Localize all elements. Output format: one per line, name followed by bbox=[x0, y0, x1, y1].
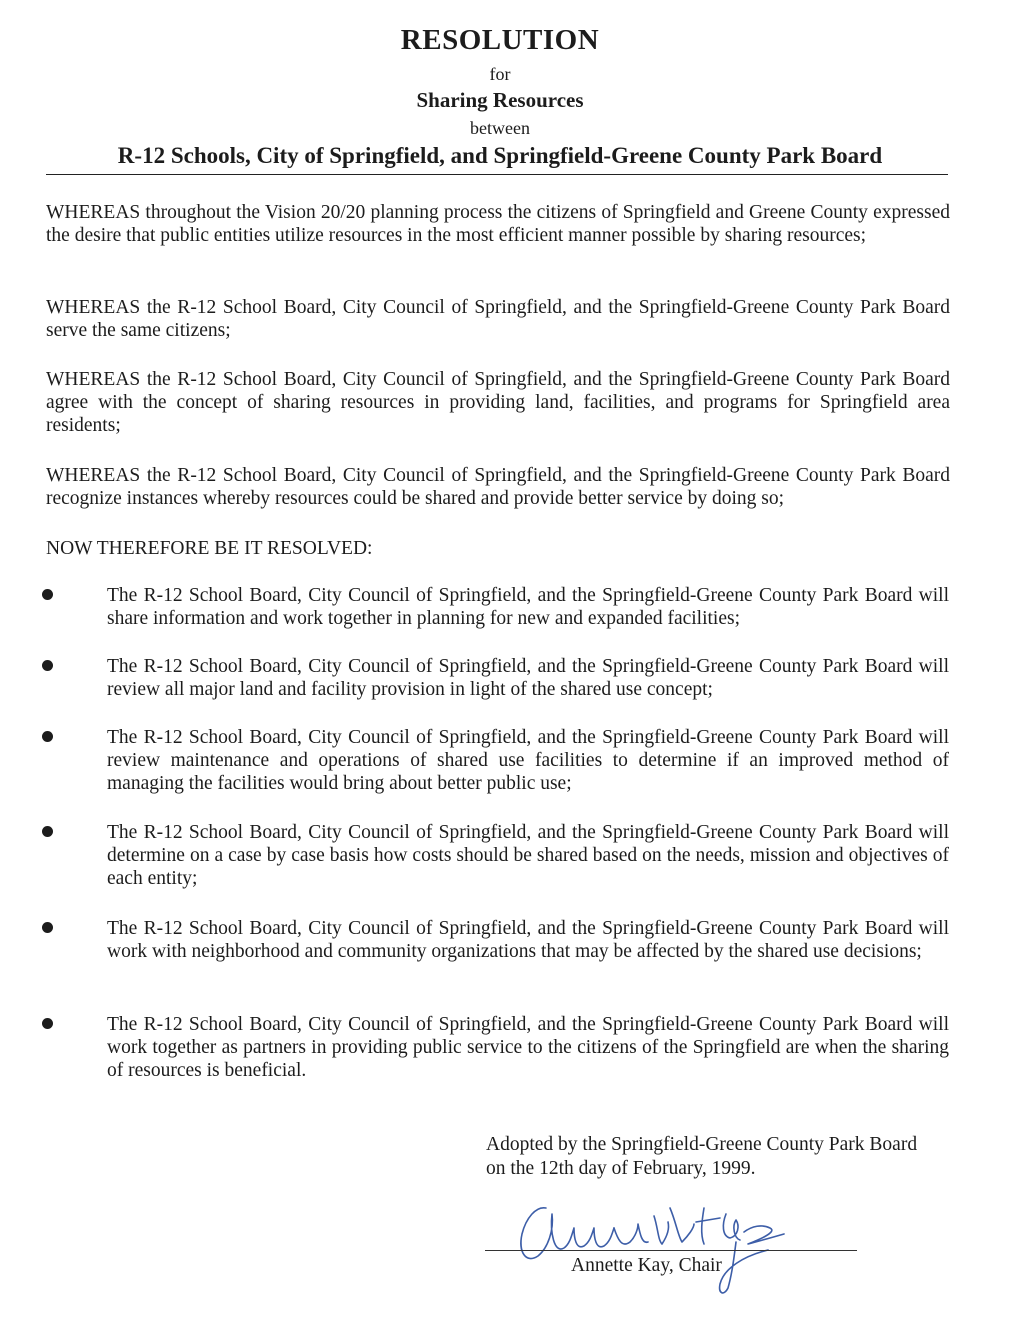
resolution-item-3: The R-12 School Board, City Council of Springfield, and the Springfield-Greene County Park Board will review maintenance and operations of shared use facilities to determine if an improved method of managing the facilities would bring about better public use; bbox=[107, 727, 949, 794]
resolved-heading: NOW THEREFORE BE IT RESOLVED: bbox=[46, 538, 373, 559]
signer-name: Annette Kay, Chair bbox=[571, 1255, 722, 1276]
adoption-line-2: on the 12th day of February, 1999. bbox=[486, 1158, 756, 1179]
bullet-icon bbox=[42, 922, 53, 933]
document-parties: R-12 Schools, City of Springfield, and Springfield-Greene County Park Board bbox=[117, 143, 883, 168]
title-between: between bbox=[470, 118, 530, 138]
whereas-paragraph-4: WHEREAS the R-12 School Board, City Council of Springfield, and the Springfield-Greene County Park Board recognize instances whereby resources could be shared and provide better service by doing so; bbox=[46, 465, 950, 509]
bullet-icon bbox=[42, 826, 53, 837]
adoption-line-1: Adopted by the Springfield-Greene County Park Board bbox=[486, 1134, 918, 1155]
whereas-paragraph-1: WHEREAS throughout the Vision 20/20 planning process the citizens of Springfield and Greene County expressed the desire that public entities utilize resources in the most efficient manner possible by sharing resources; bbox=[46, 202, 950, 246]
bullet-icon bbox=[42, 660, 53, 671]
bullet-icon bbox=[42, 731, 53, 742]
resolution-item-6: The R-12 School Board, City Council of Springfield, and the Springfield-Greene County Park Board will work together as partners in providing public service to the citizens of the Springfield are when the sharing of resources is beneficial. bbox=[107, 1014, 949, 1081]
header-rule bbox=[46, 174, 948, 175]
resolution-item-5: The R-12 School Board, City Council of Springfield, and the Springfield-Greene County Park Board will work with neighborhood and community organizations that may be affected by the shared use decisions; bbox=[107, 918, 949, 962]
signature-line bbox=[485, 1250, 857, 1251]
bullet-icon bbox=[42, 589, 53, 600]
title-for: for bbox=[489, 64, 511, 84]
signature-image bbox=[508, 1178, 808, 1298]
bullet-icon bbox=[42, 1018, 53, 1029]
document-subject: Sharing Resources bbox=[416, 88, 584, 112]
whereas-paragraph-2: WHEREAS the R-12 School Board, City Council of Springfield, and the Springfield-Greene County Park Board serve the same citizens; bbox=[46, 297, 950, 341]
document-title: RESOLUTION bbox=[400, 24, 600, 56]
resolution-item-4: The R-12 School Board, City Council of Springfield, and the Springfield-Greene County Park Board will determine on a case by case basis how costs should be shared based on the needs, mission and objectives of each entity; bbox=[107, 822, 949, 889]
resolution-item-1: The R-12 School Board, City Council of Springfield, and the Springfield-Greene County Park Board will share information and work together in planning for new and expanded facilities; bbox=[107, 585, 949, 629]
whereas-paragraph-3: WHEREAS the R-12 School Board, City Council of Springfield, and the Springfield-Greene County Park Board agree with the concept of sharing resources in providing land, facilities, and programs for Springfield area residents; bbox=[46, 369, 950, 436]
resolution-item-2: The R-12 School Board, City Council of Springfield, and the Springfield-Greene County Park Board will review all major land and facility provision in light of the shared use concept; bbox=[107, 656, 949, 700]
